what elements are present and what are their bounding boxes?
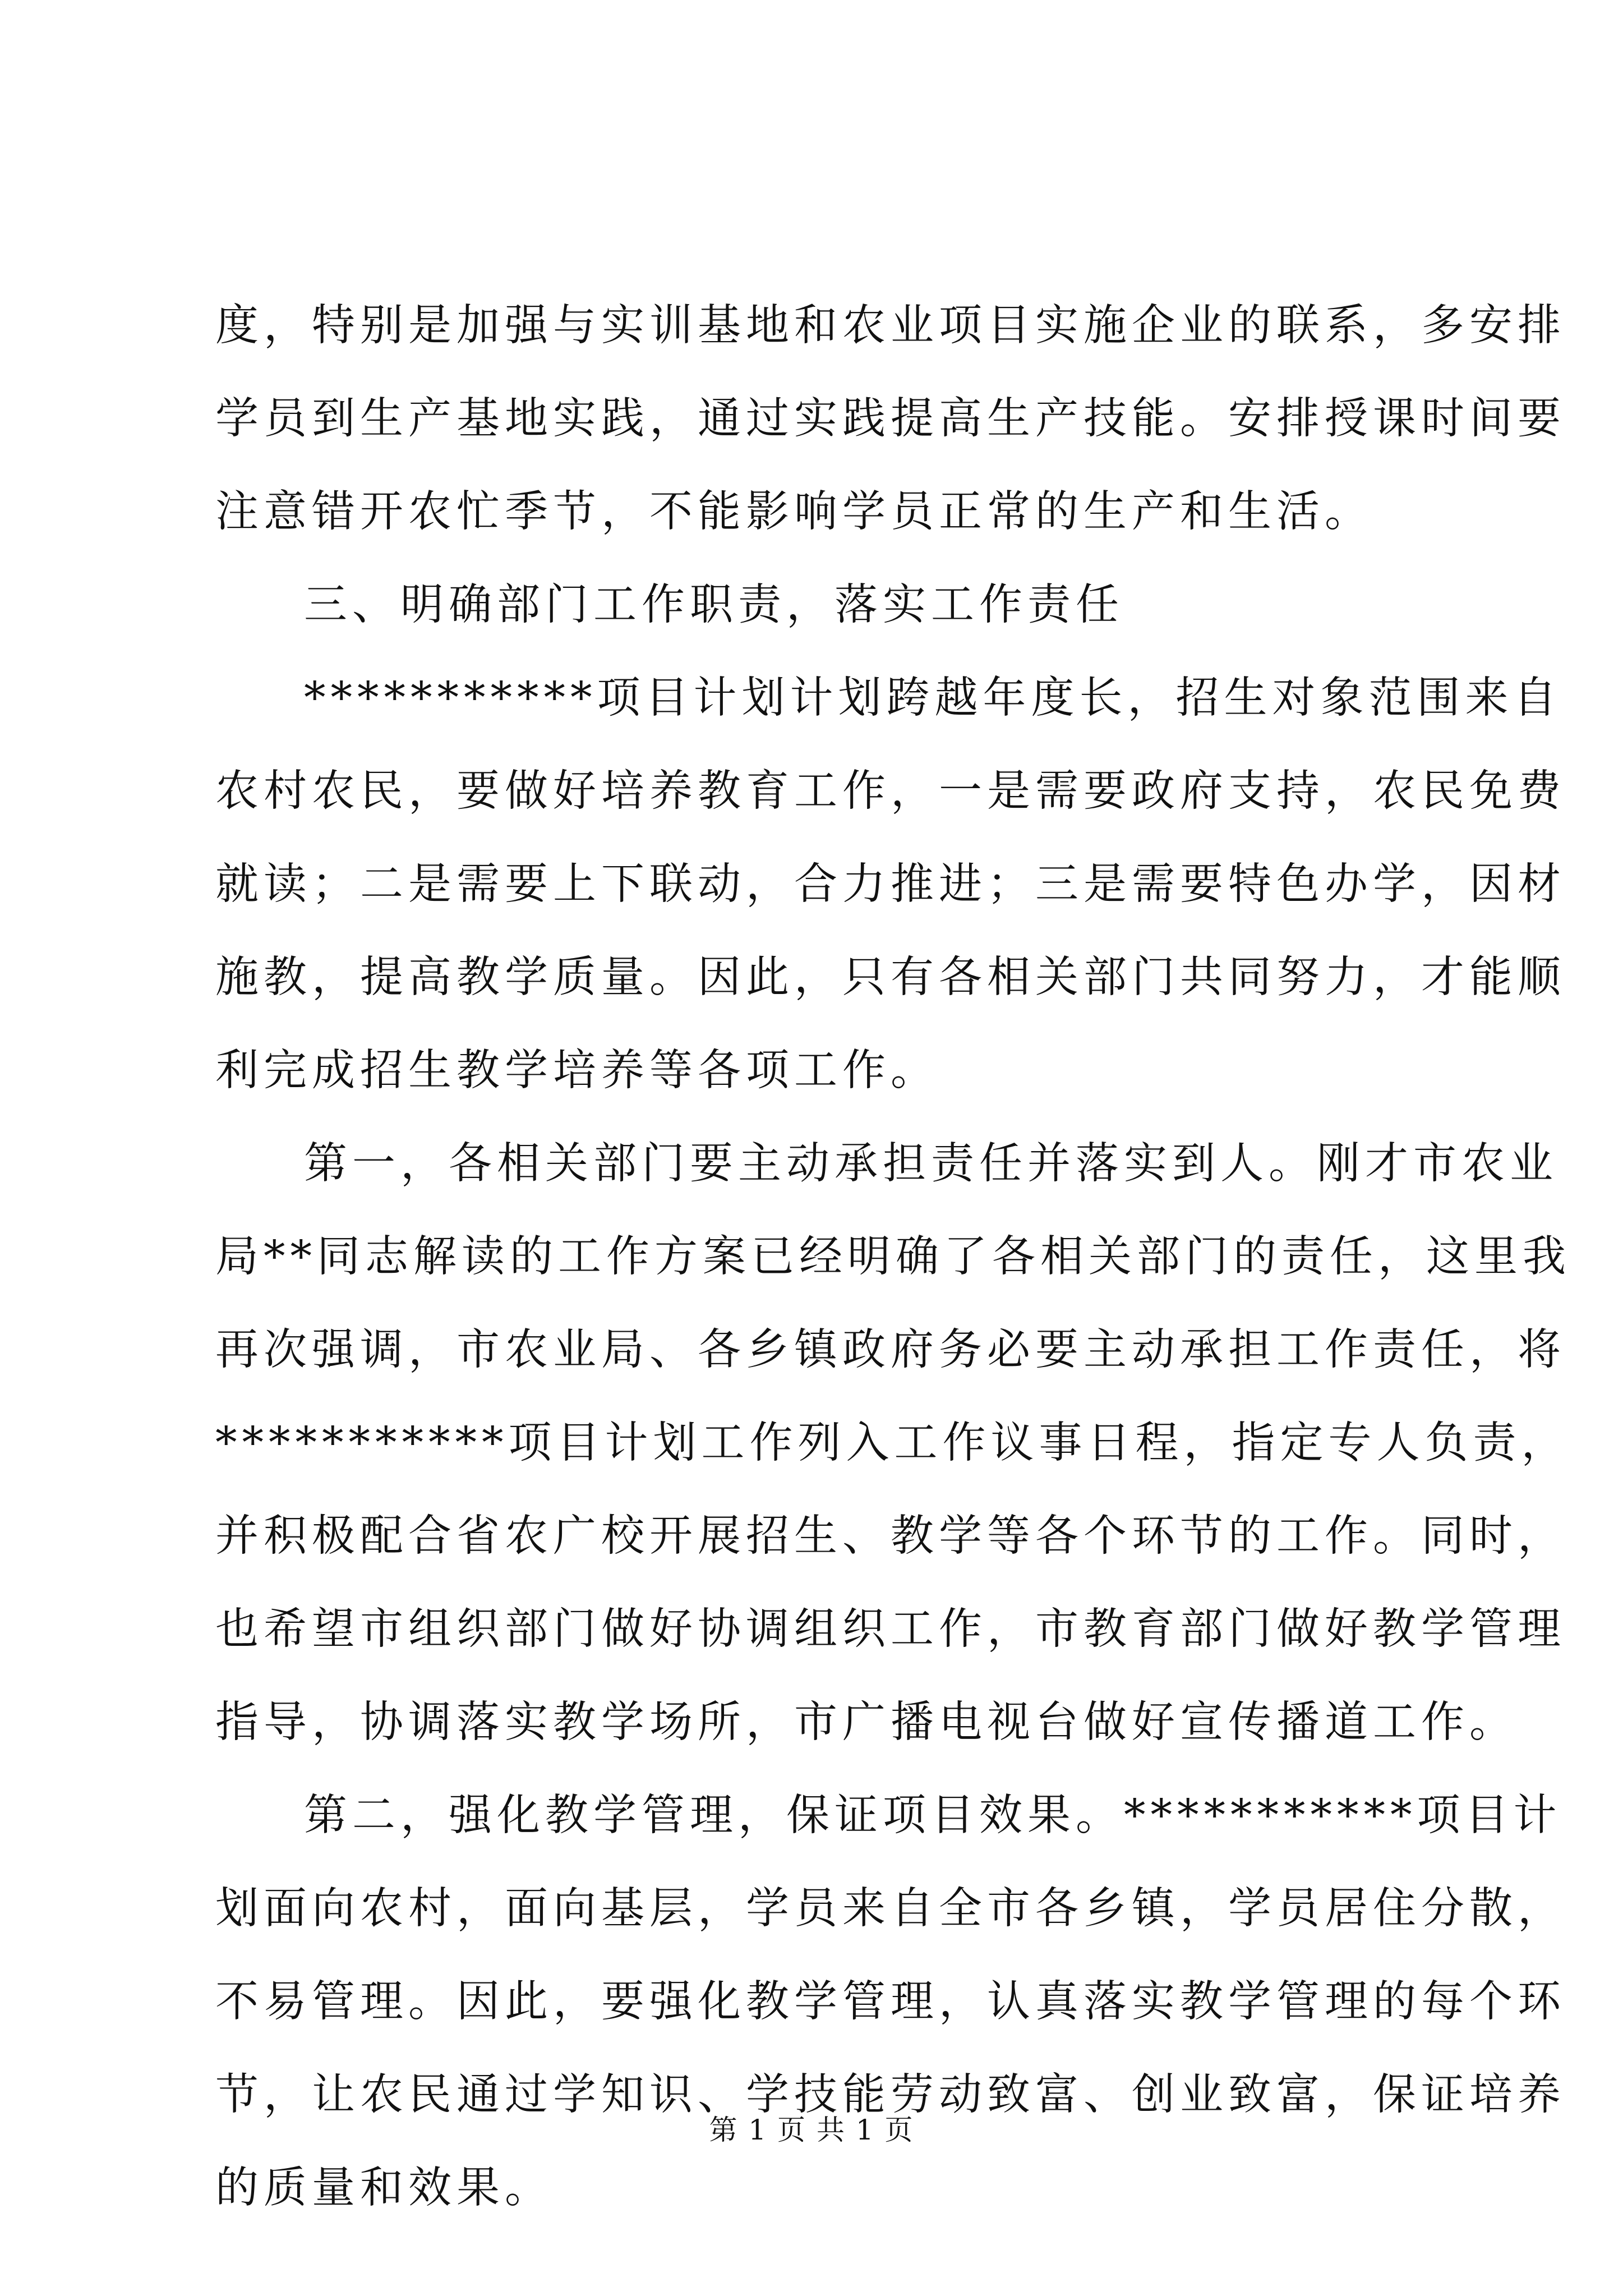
- text-line: 再次强调，市农业局、各乡镇政府务必要主动承担工作责任，将: [215, 1325, 1566, 1375]
- section-heading: 三、明确部门工作职责，落实工作责任: [304, 580, 1124, 630]
- text-line: 第二，强化教学管理，保证项目效果。***********项目计: [304, 1791, 1562, 1841]
- text-line: 利完成招生教学培养等各项工作。: [215, 1046, 939, 1096]
- text-line: 学员到生产基地实践，通过实践提高生产技能。安排授课时间要: [215, 394, 1566, 444]
- page-footer: 第 1 页 共 1 页: [709, 2114, 914, 2146]
- text-line: ***********项目计划计划跨越年度长，招生对象范围来自: [304, 673, 1562, 723]
- text-line: 的质量和效果。: [215, 2163, 553, 2213]
- text-line: 施教，提高教学质量。因此，只有各相关部门共同努力，才能顺: [215, 953, 1566, 1002]
- text-line: 度，特别是加强与实训基地和农业项目实施企业的联系，多安排: [215, 301, 1566, 351]
- document-body: [215, 279, 1571, 2235]
- text-line: 也希望市组织部门做好协调组织工作，市教育部门做好教学管理: [215, 1604, 1566, 1654]
- text-line: 不易管理。因此，要强化教学管理，认真落实教学管理的每个环: [215, 1977, 1566, 2027]
- text-line: 划面向农村，面向基层，学员来自全市各乡镇，学员居住分散，: [215, 1884, 1566, 1934]
- text-line: 局**同志解读的工作方案已经明确了各相关部门的责任，这里我: [215, 1232, 1571, 1282]
- text-line: 节，让农民通过学知识、学技能劳动致富、创业致富，保证培养: [215, 2070, 1566, 2120]
- text-line: 就读；二是需要上下联动，合力推进；三是需要特色办学，因材: [215, 859, 1566, 909]
- text-line: ***********项目计划工作列入工作议事日程，指定专人负责，: [215, 1418, 1570, 1468]
- text-line: 注意错开农忙季节，不能影响学员正常的生产和生活。: [215, 487, 1373, 537]
- text-line: 第一，各相关部门要主动承担责任并落实到人。刚才市农业: [304, 1139, 1558, 1189]
- text-line: 农村农民，要做好培养教育工作，一是需要政府支持，农民免费: [215, 766, 1566, 816]
- text-line: 指导，协调落实教学场所，市广播电视台做好宣传播道工作。: [215, 1697, 1518, 1747]
- text-line: 并积极配合省农广校开展招生、教学等各个环节的工作。同时，: [215, 1511, 1566, 1561]
